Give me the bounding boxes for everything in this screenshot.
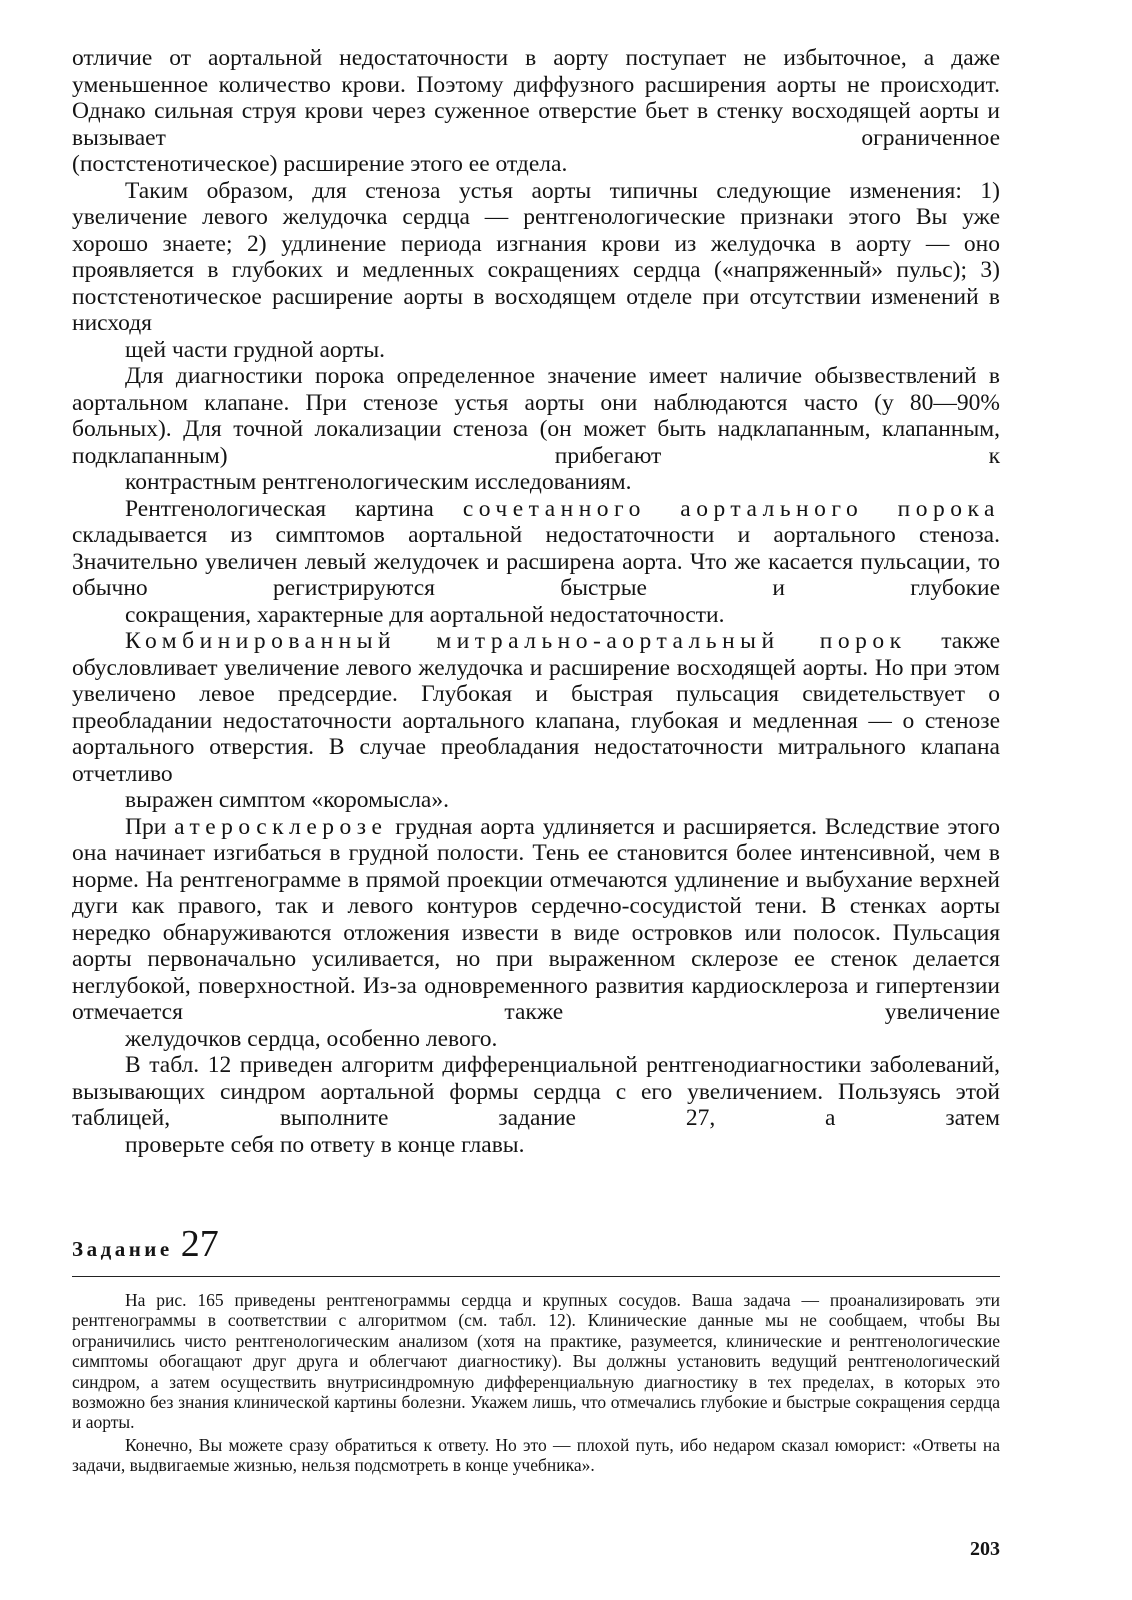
task-number: 27 xyxy=(180,1223,219,1265)
paragraph: Комбинированный митрально-аортальный порок также обусловливает увеличение левого желудочка и расширение восходящей аорты. Но при этом увеличено левое предсердие. Глубокая и быстрая пульсация свидетельствует о преобладании недостаточности аортального клапана, глубокая и медленная — о стенозе аортального отверстия. В случае преобладания недостаточности митрального клапана отчетливо выражен симптом «коромысла». xyxy=(72,628,1000,813)
task-paragraph: Конечно, Вы можете сразу обратиться к ответу. Но это — плохой путь, ибо недаром сказал юморист: «Ответы на задачи, выдвигаемые жизнью, нельзя подсмотреть в конце учебника». xyxy=(72,1434,1000,1476)
paragraph: Для диагностики порока определенное значение имеет наличие обызвествлений в аортальном клапане. При стенозе устья аорты они наблюдаются часто (у 80—90% больных). Для точной локализации стеноза (он может быть надклапанным, клапанным, подклапанным) прибегают к контрастным рентгенологическим исследованиям. xyxy=(72,363,1000,495)
task-text xyxy=(72,1290,1000,1476)
page-number: 203 xyxy=(970,1538,1000,1560)
divider-rule xyxy=(72,1276,1000,1277)
paragraph: Рентгенологическая картина сочетанного аортального порока складывается из симптомов аортальной недостаточности и аортального стеноза. Значительно увеличен левый желудочек и расширена аорта. Что же касается пульсации, то обычно регистрируются быстрые и глубокие сокращения, характерные для аортальной недостаточности. xyxy=(72,495,1000,628)
task-paragraph: На рис. 165 приведены рентгенограммы сердца и крупных сосудов. Ваша задача — проанализировать эти рентгенограммы в соответствии с алгоритмом (см. табл. 12). Клинические данные мы не сообщаем, чтобы Вы ограничились чисто рентгенологическим анализом (хотя на практике, разумеется, клинические и рентгенологические симптомы обогащают друг друга и облегчают диагностику). Вы должны установить ведущий рентгенологический синдром, а затем осуществить внутрисиндромную дифференциальную диагностику в тех пределах, в которых это возможно без знания клинической картины болезни. Укажем лишь, что отмечались глубокие и быстрые сокращения сердца и аорты. xyxy=(72,1290,1000,1433)
task-heading xyxy=(72,1222,219,1266)
main-text xyxy=(72,45,1000,1158)
paragraph: В табл. 12 приведен алгоритм дифференциальной рентгенодиагностики заболеваний, вызывающих синдром аортальной формы сердца с его увеличением. Пользуясь этой таблицей, выполните задание 27, а затем проверьте себя по ответу в конце главы. xyxy=(72,1052,1000,1158)
paragraph: отличие от аортальной недостаточности в аорту поступает не избыточное, а даже уменьшенное количество крови. Поэтому диффузного расширения аорты не происходит. Однако сильная струя крови через суженное отверстие бьет в стенку восходящей аорты и вызывает ограниченное (постстенотическое) расширение этого ее отдела. xyxy=(72,45,1000,177)
paragraph: При атеросклерозе грудная аорта удлиняется и расширяется. Вследствие этого она начинает изгибаться в грудной полости. Тень ее становится более интенсивной, чем в норме. На рентгенограмме в прямой проекции отмечаются удлинение и выбухание верхней дуги как правого, так и левого контуров сердечно-сосудистой тени. В стенках аорты нередко обнаруживаются отложения извести в виде островков или полосок. Пульсация аорты первоначально усиливается, но при выраженном склерозе ее стенок делается неглубокой, поверхностной. Из-за одновременного развития кардиосклероза и гипертензии отмечается также увеличение желудочков сердца, особенно левого. xyxy=(72,813,1000,1052)
task-label: Задание xyxy=(72,1237,173,1261)
paragraph: Таким образом, для стеноза устья аорты типичны следующие изменения: 1) увеличение левого желудочка сердца — рентгенологические признаки этого Вы уже хорошо знаете; 2) удлинение периода изгнания крови из желудочка в аорту — оно проявляется в глубоких и медленных сокращениях сердца («напряженный» пульс); 3) постстенотическое расширение аорты в восходящем отделе при отсутствии изменений в нисходя щей части грудной аорты. xyxy=(72,177,1000,363)
